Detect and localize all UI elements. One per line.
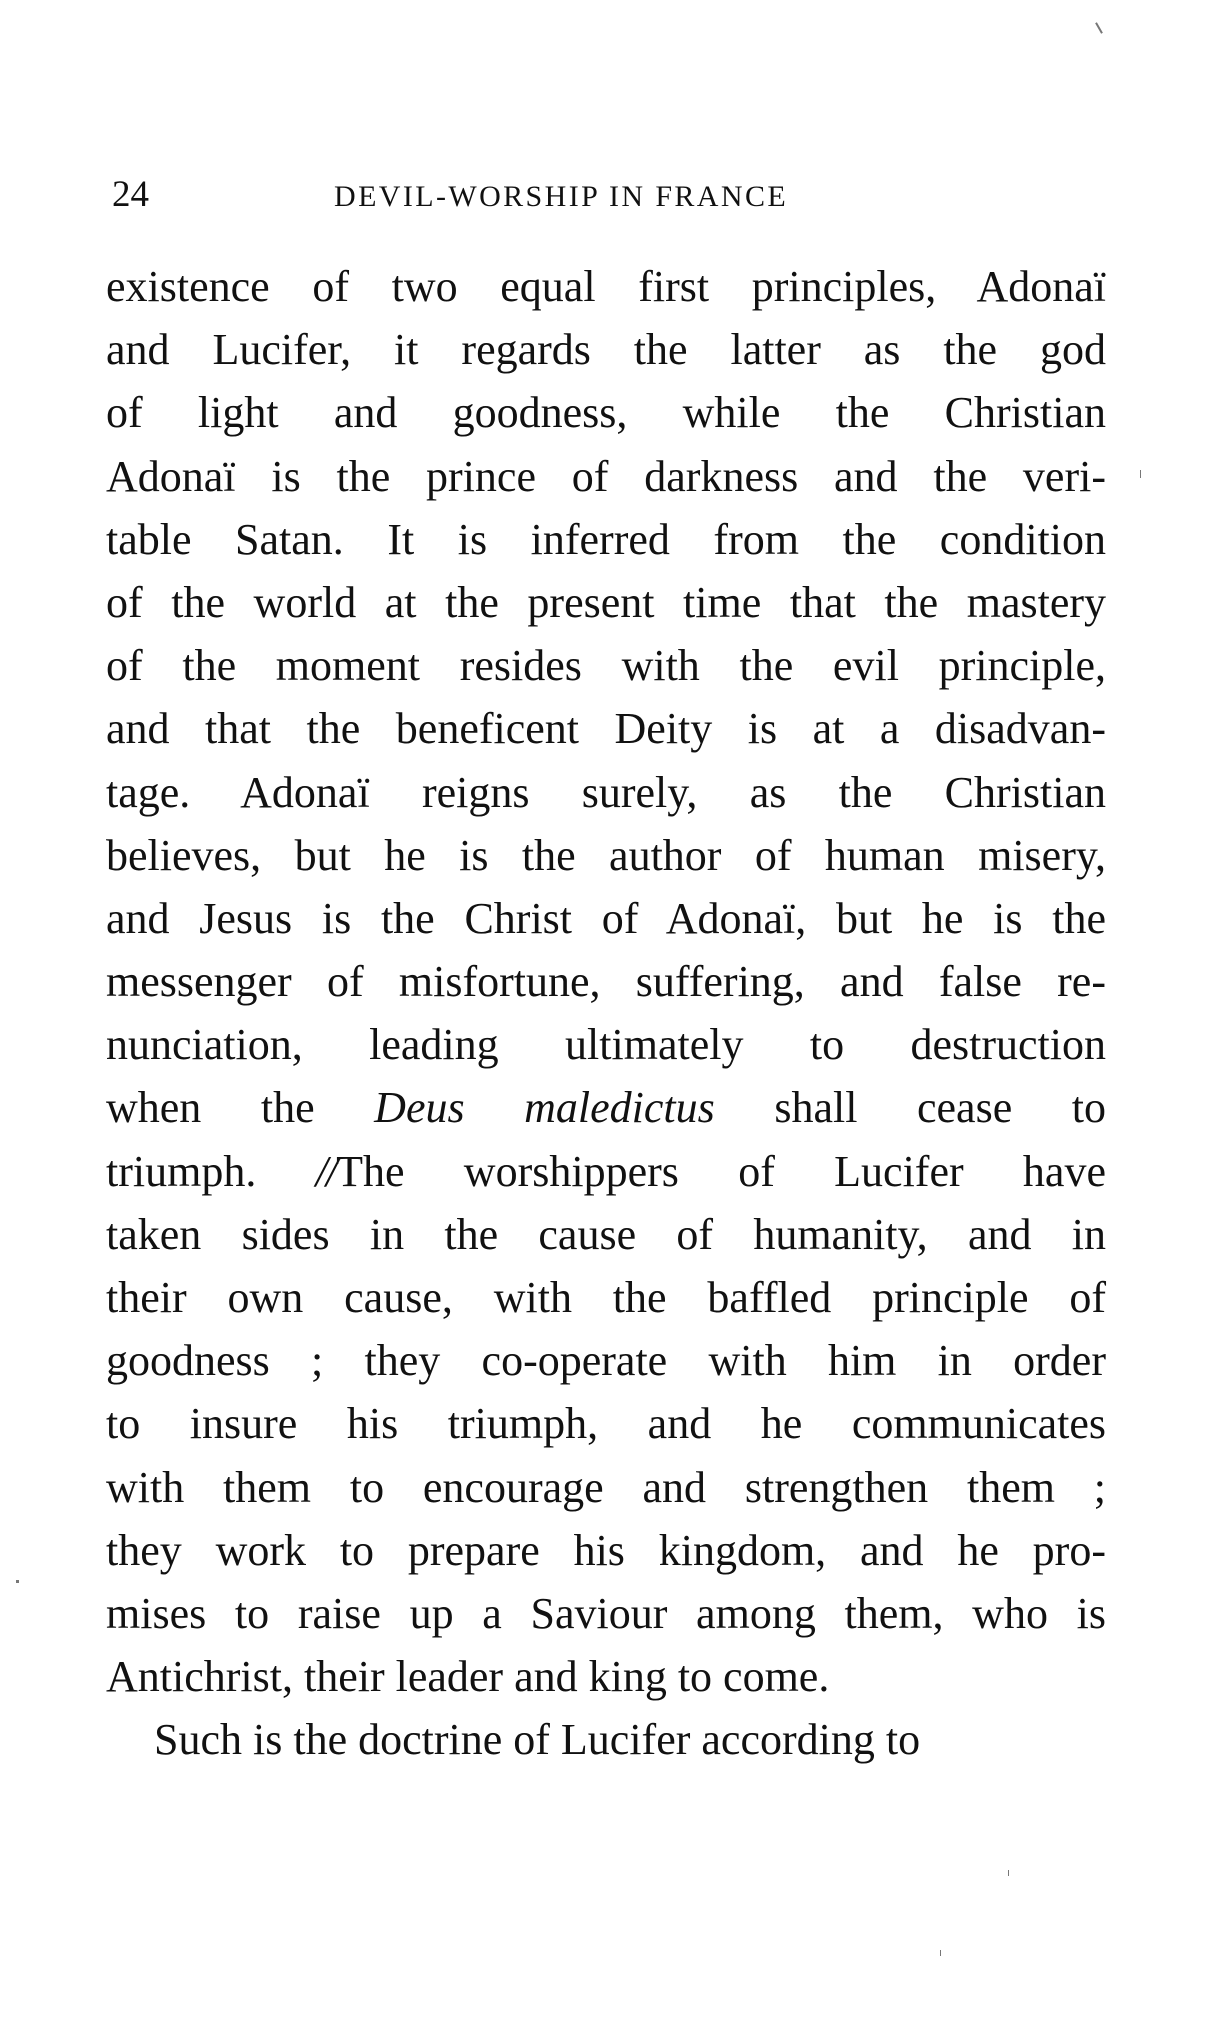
handwritten-paragraph-mark: // [315, 1146, 337, 1196]
scan-speck [1095, 22, 1103, 33]
text-line-italic-phrase [106, 1076, 1106, 1139]
text-segment: triumph. [106, 1146, 257, 1196]
text-line: to insure his triumph, and he communicates [106, 1399, 1106, 1449]
text-line: table Satan. It is inferred from the condition [106, 514, 1106, 564]
next-paragraph-first-line: Such is the doctrine of Lucifer according to [154, 1715, 921, 1765]
text-line: and Lucifer, it regards the latter as the god [106, 325, 1106, 375]
scan-speck [940, 1950, 941, 1956]
text-line: of light and goodness, while the Christian [106, 388, 1106, 438]
text-line: Adonaï is the prince of darkness and the veri- [106, 451, 1106, 501]
text-line: and Jesus is the Christ of Adonaï, but he is the [106, 893, 1106, 943]
text-line: of the moment resides with the evil principle, [106, 641, 1106, 691]
text-line: existence of two equal first principles, Adonaï [106, 262, 1106, 311]
page-header [112, 170, 1102, 220]
scan-speck [1140, 470, 1141, 478]
text-line: goodness ; they co-operate with him in order [106, 1336, 1106, 1386]
text-segment: when the [106, 1083, 315, 1133]
text-line: with them to encourage and strengthen them ; [106, 1462, 1106, 1512]
scan-speck [16, 1580, 19, 1583]
text-line-paragraph-mark [106, 1140, 1106, 1203]
text-line: tage. Adonaï reigns surely, as the Christian [106, 767, 1106, 817]
scan-speck [1008, 1870, 1009, 1876]
text-line: believes, but he is the author of human misery, [106, 830, 1106, 880]
text-line: and that the beneficent Deity is at a disadvan- [106, 704, 1106, 754]
running-title: DEVIL-WORSHIP IN FRANCE [334, 180, 789, 213]
text-line: mises to raise up a Saviour among them, who is [106, 1588, 1106, 1638]
body-text [106, 255, 1106, 1772]
page-number: 24 [112, 174, 149, 215]
text-line: messenger of misfortune, suffering, and false re- [106, 957, 1106, 1007]
text-segment: The worshippers of Lucifer have [336, 1146, 1106, 1196]
text-line: taken sides in the cause of humanity, and in [106, 1209, 1106, 1259]
text-segment: shall cease to [774, 1083, 1107, 1133]
paragraph-last-line: Antichrist, their leader and king to come. [106, 1652, 830, 1702]
text-line: they work to prepare his kingdom, and he pro- [106, 1525, 1106, 1575]
text-line: nunciation, leading ultimately to destruction [106, 1020, 1106, 1070]
text-line: their own cause, with the baffled principle of [106, 1273, 1106, 1322]
italic-phrase: Deus maledictus [374, 1083, 715, 1133]
text-line: of the world at the present time that the mastery [106, 577, 1106, 627]
